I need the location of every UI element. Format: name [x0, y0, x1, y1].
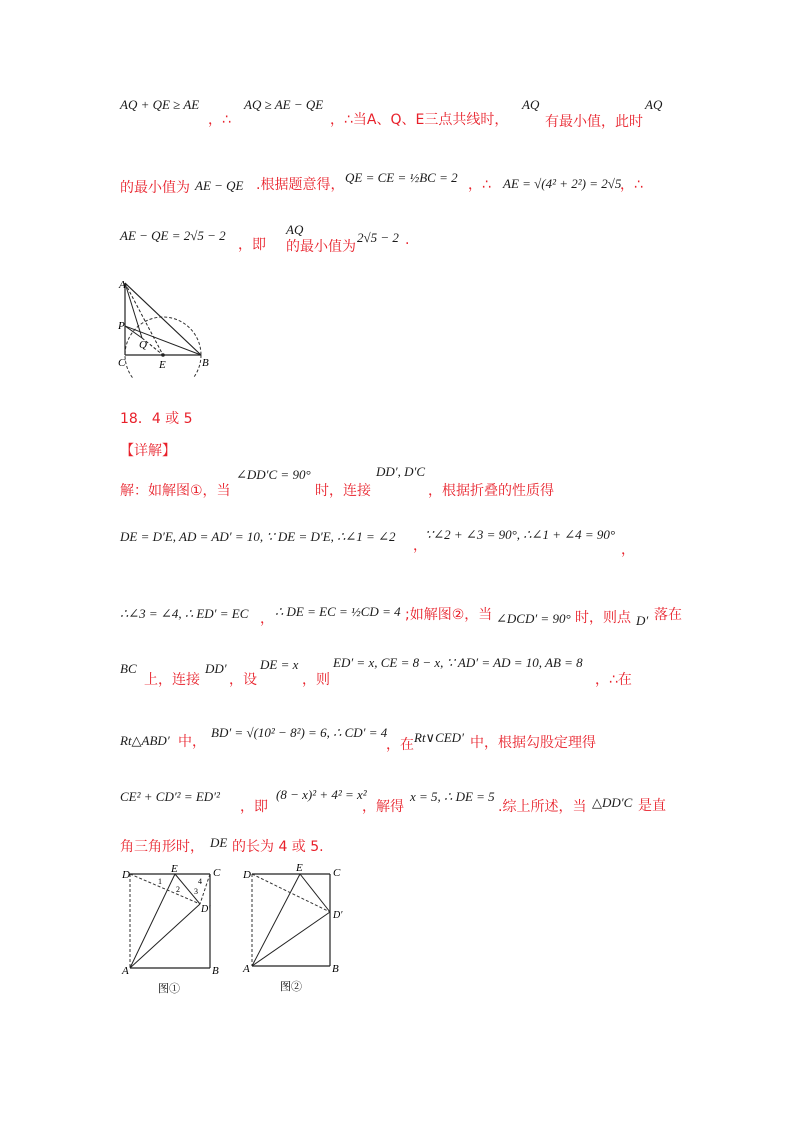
point-e: [161, 353, 165, 357]
math-expression: AQ + QE ≥ AE: [120, 97, 200, 112]
label-d-prime: D′: [201, 904, 211, 915]
segment-ed-prime: [300, 874, 330, 912]
text-run: .: [405, 232, 410, 248]
math-expression: AE − QE: [195, 178, 244, 193]
label-b: B: [212, 965, 219, 977]
label-d-prime: D′: [333, 910, 343, 921]
math-expression: AQ: [522, 97, 540, 112]
math-expression: ∵∠2 + ∠3 = 90°, ∴∠1 + ∠4 = 90°: [425, 527, 616, 542]
text-run: ，∴在: [595, 672, 632, 688]
segment-dd-prime: [252, 874, 330, 912]
text-run: 上，连接: [144, 672, 200, 688]
problem-answer: 18．4 或 5: [120, 411, 193, 427]
text-run: ，∴: [468, 177, 491, 193]
segment-ad-prime: [130, 904, 200, 968]
math-expression: AQ: [286, 222, 304, 237]
label-angle-4: 4: [198, 877, 202, 886]
text-run: ，∴当A、Q、E三点共线时，: [330, 112, 509, 128]
text-run: ，解得: [362, 799, 404, 815]
math-expression: Rt△ABD′: [120, 733, 170, 748]
math-expression: AE − QE = 2√5 − 2: [120, 228, 226, 243]
segment-ae: [130, 874, 175, 968]
text-run: ，即: [238, 237, 266, 253]
math-expression: ∴∠3 = ∠4, ∴ ED′ = EC: [120, 606, 249, 621]
label-d: D: [122, 869, 130, 881]
label-a: A: [122, 965, 129, 977]
text-run: ，则: [302, 672, 330, 688]
math-expression: QE = CE = ½BC = 2: [345, 170, 458, 185]
label-c: C: [118, 357, 126, 369]
math-expression: DE = x: [260, 657, 299, 672]
text-run: .根据题意得，: [256, 177, 345, 193]
label-b: B: [332, 963, 339, 975]
text-run: 时，连接: [315, 483, 371, 499]
math-expression: CE² + CD′² = ED′²: [120, 789, 220, 804]
math-expression: DE = D′E, AD = AD′ = 10, ∵ DE = D′E, ∴∠1 = ∠2: [120, 529, 396, 544]
figure-caption: 图②: [280, 981, 302, 993]
label-a: A: [243, 963, 250, 975]
math-expression: △DD′C: [592, 795, 633, 810]
math-expression: AE = √(4² + 2²) = 2√5: [503, 176, 622, 191]
math-expression: DD′: [205, 661, 227, 676]
label-e: E: [159, 359, 166, 371]
math-expression: D′: [636, 613, 649, 628]
label-p: P: [118, 320, 125, 332]
label-a: A: [119, 279, 126, 291]
text-run: 角三角形时，: [120, 839, 204, 855]
math-expression: ∠DD′C = 90°: [236, 467, 311, 482]
text-run: 落在: [654, 607, 682, 623]
figure-caption: 图①: [158, 983, 180, 995]
math-expression: AQ: [645, 97, 663, 112]
text-run: ，∴: [208, 112, 231, 128]
segment-ae: [252, 874, 300, 966]
text-run: 是直: [638, 798, 666, 814]
label-c: C: [333, 867, 341, 879]
text-run: ，: [621, 542, 635, 558]
math-expression: (8 − x)² + 4² = x²: [276, 787, 367, 802]
text-run: 解：如解图①，当: [120, 483, 231, 499]
text-run: ，∴: [620, 177, 643, 193]
geometry-figure-1: [118, 862, 233, 997]
text-run: 中，根据勾股定理得: [470, 735, 596, 751]
text-run: ;如解图②，当: [405, 607, 493, 623]
label-q: Q: [139, 339, 147, 351]
label-angle-2: 2: [176, 885, 180, 894]
segment-ad-prime: [252, 912, 330, 966]
geometry-figure-2: [238, 860, 353, 995]
math-expression: ∴ DE = EC = ½CD = 4: [275, 604, 401, 619]
math-expression: 2√5 − 2: [357, 230, 399, 245]
text-run: .综上所述，当: [498, 799, 587, 815]
geometry-figure-circle: [112, 278, 232, 378]
text-run: 有最小值，此时: [545, 114, 643, 130]
text-run: ，即: [240, 799, 268, 815]
label-c: C: [213, 867, 221, 879]
text-run: 时，则点: [575, 610, 631, 626]
text-run: 的最小值为: [286, 239, 356, 255]
math-expression: Rt∨CED′: [414, 730, 464, 745]
text-run: ，: [260, 611, 274, 627]
math-expression: ED′ = x, CE = 8 − x, ∵ AD′ = AD = 10, AB = 8: [333, 655, 583, 670]
text-run: 的长为 4 或 5.: [232, 839, 324, 855]
label-e: E: [171, 863, 178, 875]
segment-dd-prime: [130, 874, 200, 904]
math-expression: BC: [120, 661, 137, 676]
text-run: ，设: [229, 672, 257, 688]
text-run: ，: [413, 538, 427, 554]
text-run: 的最小值为: [120, 180, 190, 196]
text-run: ，根据折叠的性质得: [428, 483, 554, 499]
math-expression: ∠DCD′ = 90°: [496, 611, 571, 626]
math-expression: DD′, D′C: [376, 464, 426, 479]
label-b: B: [202, 357, 209, 369]
math-expression: BD′ = √(10² − 8²) = 6, ∴ CD′ = 4: [211, 725, 388, 740]
segment-pb: [125, 326, 201, 355]
text-run: 中，: [178, 734, 206, 750]
label-angle-3: 3: [194, 887, 198, 896]
text-run: ，在: [386, 737, 414, 753]
label-angle-1: 1: [158, 877, 162, 886]
math-expression: x = 5, ∴ DE = 5: [410, 789, 495, 804]
label-d: D: [243, 869, 251, 881]
label-e: E: [296, 862, 303, 874]
math-expression: AQ ≥ AE − QE: [244, 97, 324, 112]
math-expression: DE: [210, 835, 228, 850]
detail-label: 【详解】: [120, 443, 176, 459]
